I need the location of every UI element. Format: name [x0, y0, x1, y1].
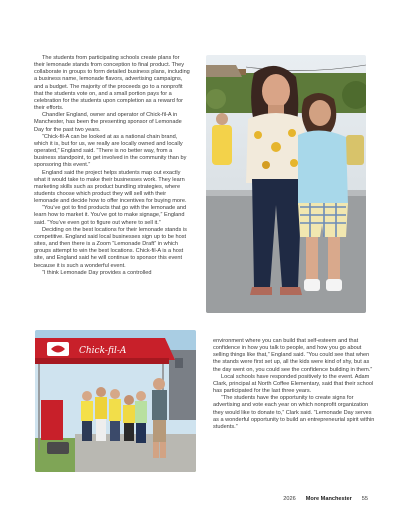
paragraph: “The students have the opportunity to create signs for advertising and vote each year on which nonprofit organization they would like to donate to,” Clark said. “Lemonade Day serves as a wonderful opportunity to build an entrepreneurial spirit within students.” — [213, 395, 375, 430]
paragraph: Chandler England, owner and operator of Chick-fil-A in Manchester, has been the presenting sponsor of Lemonade Day for the past two years. — [34, 112, 182, 133]
article-column-right — [213, 338, 375, 431]
article-column-left — [34, 55, 190, 277]
photo-two-women-illustration — [206, 55, 366, 313]
paragraph: Deciding on the best locations for their lemonade stands is competitive. England said local businesses sign up to be host sites, and then there is a Zoom “Lemonade Draft” in which groups attempt to win the best locations. Chick-fil-A is a host site, and England said he will continue to sponsor this event because it is such a wonderful event. — [34, 226, 187, 269]
paragraph: Local schools have responded positively to the event. Adam Clark, principal at North Coffee Elementary, said that their school has participated for the last three years. — [213, 373, 374, 395]
paragraph: The students from participating schools create plans for their lemonade stands from conception to final product. They collaborate in groups to form detailed business plans, including a business name, lemonade flavors, advertising campaigns, and a budget. The majority of the proceeds go to a nonprofit that the students vote on, and a small portion pays for a celebration for the students upon completion as a reward for their efforts. — [34, 55, 190, 112]
photo-two-women — [206, 55, 366, 313]
paragraph: “You’ve got to find products that go with the lemonade and learn how to market it. You’ve got to make signage,” England said. “You’ve even got to figure out where to sell it.” — [34, 205, 187, 226]
paragraph: England said the project helps students map out exactly what it would take to make their businesses work. They learn marketing skills such as product bundling strategies, where students choose which product they will sell with their lemonade and decide how to offer incentives for buying more. — [34, 169, 187, 205]
photo-group-tent-illustration — [35, 330, 196, 472]
paragraph: “Chick-fil-A can be looked at as a national chain brand, which it is, but for us, we really are locally owned and locally operated,” England said. “There is no better way, from a business standpoint, to get involved in the community than by sponsoring this event.” — [34, 133, 187, 169]
paragraph: “I think Lemonade Day provides a controlled — [42, 269, 152, 276]
tent-logo-text: Chick-fil-A — [79, 346, 127, 356]
photo-group-tent — [35, 330, 196, 472]
footer-publication: More Manchester — [305, 496, 352, 502]
page-footer — [283, 496, 368, 502]
paragraph-continued: environment where you can build that self-esteem and that confidence in how you talk to people, and how you go about selling things like that,” England said. “You could see that when the stands were first set up, all the kids were kind of shy, but as the day went on, you could see the confidence building in them.” — [213, 338, 373, 373]
footer-year: 2026 — [283, 496, 296, 502]
footer-page-number: 55 — [361, 496, 368, 502]
